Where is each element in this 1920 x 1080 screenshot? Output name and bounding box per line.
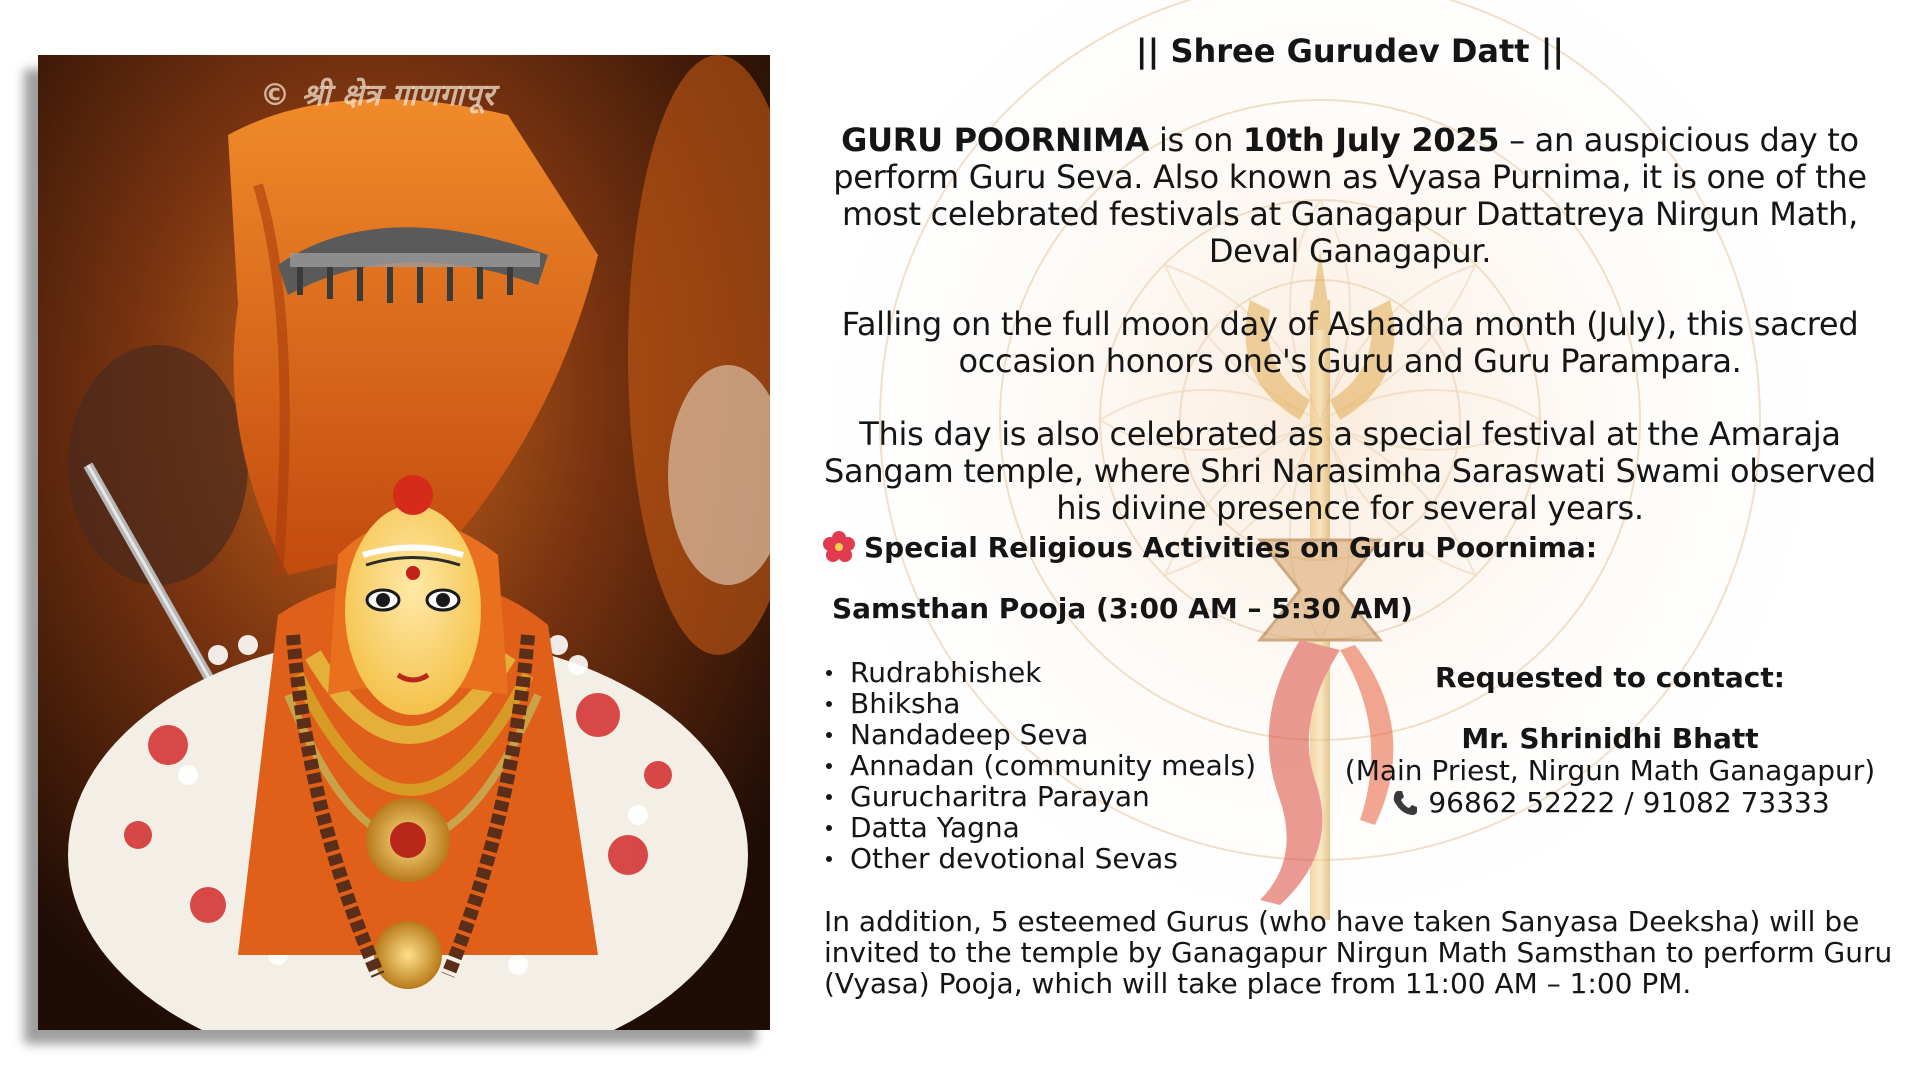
intro-connector: is on <box>1149 121 1243 159</box>
bullet-icon <box>826 763 832 769</box>
list-item <box>824 781 1256 812</box>
list-item <box>824 843 1256 874</box>
announcement-text <box>800 22 1900 563</box>
phone-numbers: 96862 52222 / 91082 73333 <box>1428 786 1830 819</box>
list-item <box>824 657 1256 688</box>
deity-photo <box>38 55 770 1030</box>
phone-icon <box>1390 788 1420 818</box>
seva-label: Nandadeep Seva <box>850 718 1089 751</box>
list-item <box>824 688 1256 719</box>
contact-name: Mr. Shrinidhi Bhatt <box>1461 722 1759 755</box>
contact-phone <box>1320 787 1900 819</box>
activities-heading <box>822 530 1597 564</box>
seva-label: Annadan (community meals) <box>850 749 1257 782</box>
photo-watermark: © श्री क्षेत्र गाणगापूर <box>260 78 495 113</box>
page-title: || Shree Gurudev Datt || <box>1135 32 1565 70</box>
bullet-icon <box>826 825 832 831</box>
seva-label: Rudrabhishek <box>850 656 1042 689</box>
samsthan-pooja-time: Samsthan Pooja (3:00 AM – 5:30 AM) <box>832 592 1413 625</box>
intro-rest: – an auspicious day to perform Guru Seva. Also known as Vyasa Purnima, it is one of the most celebrated festivals at Ganagapur Dattatreya Nirgun Math, Deval Ganagapur. <box>833 121 1867 270</box>
list-item <box>824 812 1256 843</box>
ashadha-paragraph: Falling on the full moon day of Ashadha month (July), this sacred occasion honors one's Guru and Guru Parampara. <box>841 305 1859 380</box>
seva-label: Bhiksha <box>850 687 961 720</box>
intro-paragraph <box>800 122 1900 270</box>
bullet-icon <box>826 856 832 862</box>
contact-role: (Main Priest, Nirgun Math Ganagapur) <box>1344 754 1876 787</box>
sangam-paragraph: This day is also celebrated as a special festival at the Amaraja Sangam temple, where Shri Narasimha Saraswati Swami observed his divine presence for several years. <box>824 415 1876 527</box>
vyasa-pooja-note: In addition, 5 esteemed Gurus (who have taken Sanyasa Deeksha) will be invited to the temple by Ganagapur Nirgun Math Samsthan to perform Guru (Vyasa) Pooja, which will take place from 11:00 AM – 1:00 PM. <box>824 905 1893 1000</box>
deity-illustration <box>38 55 770 1030</box>
contact-label: Requested to contact: <box>1435 661 1785 694</box>
hibiscus-icon <box>822 530 856 564</box>
seva-label: Other devotional Sevas <box>850 842 1178 875</box>
seva-label: Gurucharitra Parayan <box>850 780 1150 813</box>
activities-title-text: Special Religious Activities on Guru Poornima: <box>864 530 1598 564</box>
contact-block <box>1320 660 1900 819</box>
festival-name: GURU POORNIMA <box>841 121 1150 159</box>
bullet-icon <box>826 701 832 707</box>
bullet-icon <box>826 794 832 800</box>
list-item <box>824 719 1256 750</box>
festival-date: 10th July 2025 <box>1242 121 1500 159</box>
seva-label: Datta Yagna <box>850 811 1020 844</box>
bullet-icon <box>826 670 832 676</box>
seva-list <box>824 657 1256 874</box>
bullet-icon <box>826 732 832 738</box>
list-item <box>824 750 1256 781</box>
